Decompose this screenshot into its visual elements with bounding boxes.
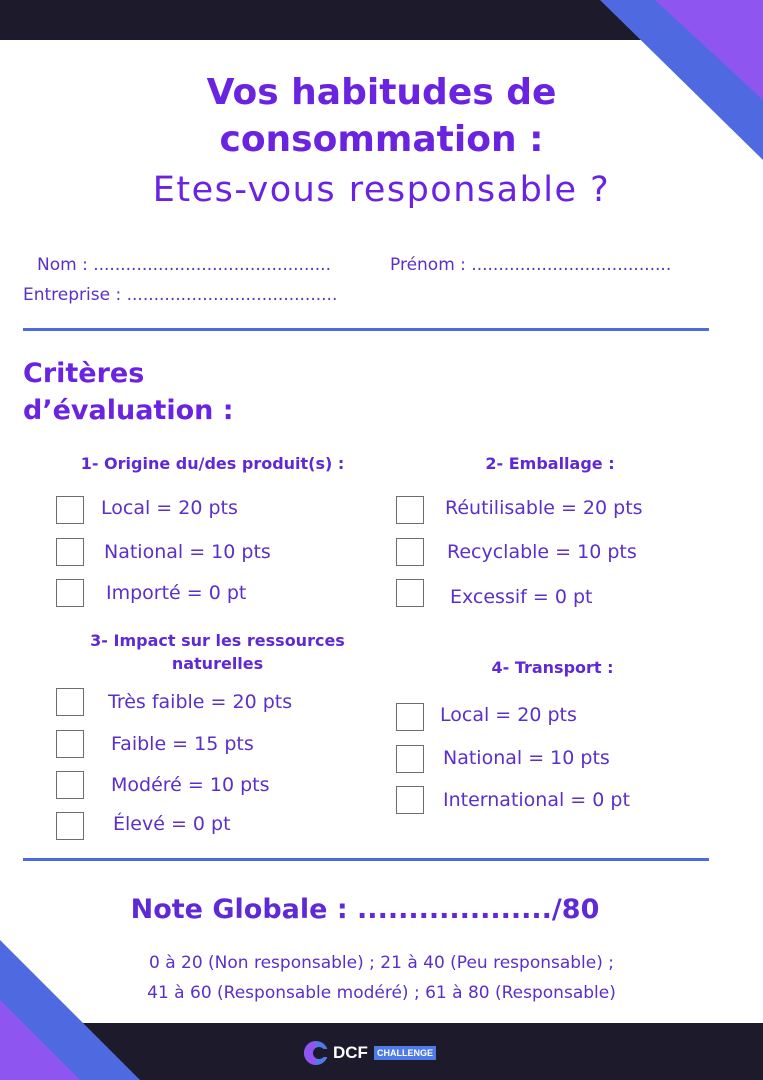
group-impact-title-line2: naturelles (171, 654, 264, 673)
option-origine-importe: Importé = 0 pt (106, 582, 247, 604)
challenge-badge: CHALLENGE (374, 1046, 436, 1060)
option-impact-tres-faible: Très faible = 20 pts (108, 691, 293, 713)
checkbox-transport-local[interactable] (396, 703, 424, 731)
criteria-title-line1: Critères (23, 358, 145, 389)
option-origine-national: National = 10 pts (104, 541, 271, 563)
entreprise-field[interactable]: Entreprise : ....................................... (23, 285, 338, 305)
option-impact-faible: Faible = 15 pts (111, 733, 254, 755)
option-emballage-excessif: Excessif = 0 pt (450, 586, 593, 608)
prenom-field[interactable]: Prénom : ..................................... (390, 255, 672, 275)
group-origine-title: 1- Origine du/des produit(s) : (80, 454, 345, 473)
option-emballage-recyclable: Recyclable = 10 pts (447, 541, 637, 563)
checkbox-emballage-excessif[interactable] (396, 579, 424, 607)
score-legend-line1: 0 à 20 (Non responsable) ; 21 à 40 (Peu responsable) ; (148, 953, 615, 973)
checkbox-impact-faible[interactable] (56, 730, 84, 758)
page-title-line2: consommation : (219, 119, 544, 160)
option-transport-international: International = 0 pt (443, 789, 630, 811)
option-impact-eleve: Élevé = 0 pt (113, 813, 231, 835)
checkbox-transport-international[interactable] (396, 786, 424, 814)
option-origine-local: Local = 20 pts (101, 497, 238, 519)
dcf-logo-text: DCF (333, 1043, 368, 1062)
option-impact-modere: Modéré = 10 pts (111, 774, 270, 796)
divider-bottom (23, 858, 709, 861)
checkbox-origine-importe[interactable] (56, 579, 84, 607)
criteria-title-line2: d’évaluation : (23, 395, 234, 426)
global-score-field[interactable]: Note Globale : .................../80 (130, 894, 600, 925)
option-transport-local: Local = 20 pts (440, 704, 577, 726)
checkbox-impact-modere[interactable] (56, 771, 84, 799)
checkbox-origine-national[interactable] (56, 538, 84, 566)
checkbox-origine-local[interactable] (56, 496, 84, 524)
group-impact-title-line1: 3- Impact sur les ressources (90, 631, 345, 650)
page-title-line1: Vos habitudes de (206, 72, 557, 113)
score-legend-line2: 41 à 60 (Responsable modéré) ; 61 à 80 (Responsable) (147, 983, 616, 1003)
dcf-logo-icon (303, 1040, 329, 1066)
option-emballage-reutilisable: Réutilisable = 20 pts (445, 497, 643, 519)
option-transport-national: National = 10 pts (443, 747, 610, 769)
top-bar (0, 0, 763, 40)
checkbox-emballage-recyclable[interactable] (396, 538, 424, 566)
page-subtitle: Etes-vous responsable ? (152, 170, 611, 210)
checkbox-emballage-reutilisable[interactable] (396, 496, 424, 524)
checkbox-impact-tres-faible[interactable] (56, 688, 84, 716)
checkbox-impact-eleve[interactable] (56, 812, 84, 840)
group-transport-title: 4- Transport : (491, 658, 614, 677)
nom-field[interactable]: Nom : ............................................ (37, 255, 331, 275)
group-emballage-title: 2- Emballage : (485, 454, 615, 473)
divider-top (23, 328, 709, 331)
dcf-logo (303, 1040, 436, 1066)
checkbox-transport-national[interactable] (396, 745, 424, 773)
